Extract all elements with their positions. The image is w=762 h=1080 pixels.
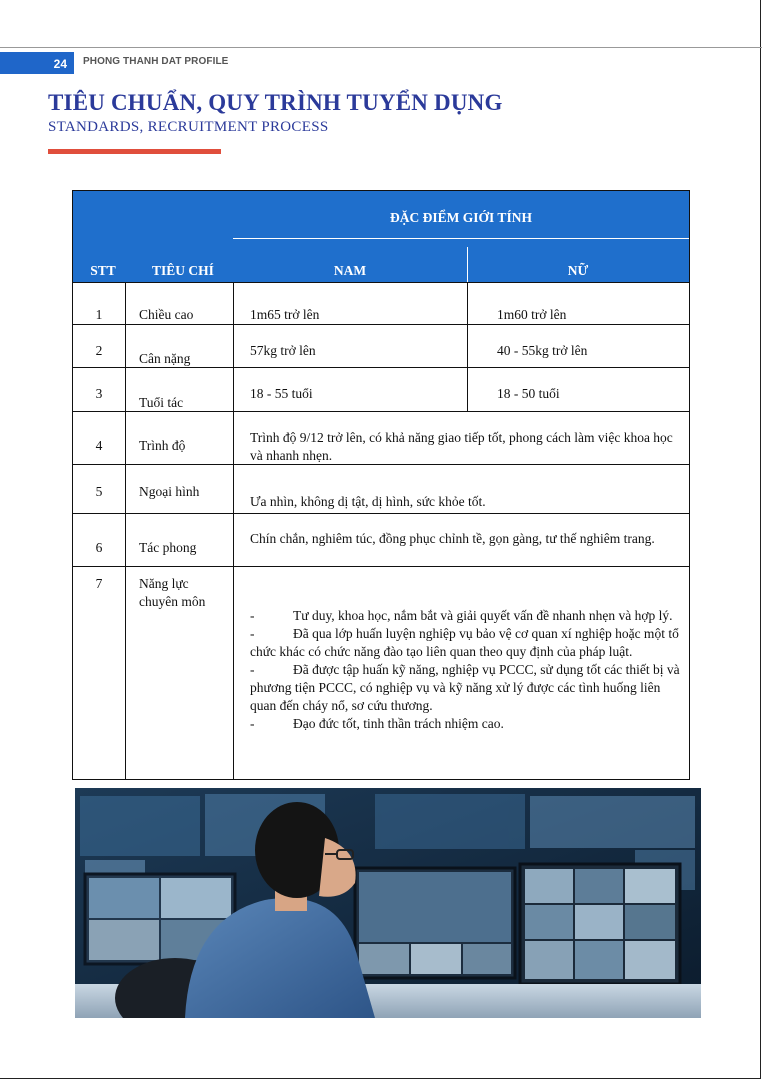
- stt-header: STT: [90, 263, 116, 278]
- criteria-cell: Cân nặng: [139, 351, 191, 366]
- column-rule: [467, 282, 468, 411]
- male-cell: 1m65 trở lên: [250, 307, 320, 322]
- header-divider: [233, 238, 689, 239]
- row-rule: [73, 282, 689, 283]
- bullet-item: [250, 625, 682, 661]
- bullet-rest: hoặc một tổ chức khác có chức năng đào tạo liên quan theo quy định của pháp luật.: [250, 626, 679, 659]
- female-header: NỮ: [567, 263, 589, 278]
- male-cell: 57kg trở lên: [250, 343, 316, 358]
- criteria-cell: Tác phong: [139, 540, 197, 555]
- header-rule: [0, 47, 762, 48]
- criteria-cell: Ngoại hình: [139, 484, 200, 499]
- female-cell: 18 - 50 tuổi: [497, 386, 560, 401]
- column-rule: [125, 282, 126, 779]
- bullet-dash: -: [250, 716, 255, 731]
- page-subtitle: STANDARDS, RECRUITMENT PROCESS: [48, 119, 329, 135]
- row-number: 4: [95, 438, 103, 453]
- female-cell: 40 - 55kg trở lên: [497, 343, 588, 358]
- bullet-item: [250, 661, 682, 715]
- bullet-rest: thiết bị và phương tiện PCCC, có nghiệp vụ và kỹ năng xử lý được các tình huống liên quan đến cháy nổ, sơ cứu thương.: [250, 662, 680, 713]
- bullet-rest: hợp lý.: [634, 608, 673, 623]
- criteria-cell: Trình độ: [139, 438, 186, 453]
- criteria-cell: Chiều cao: [139, 307, 194, 322]
- male-cell: 18 - 55 tuổi: [250, 386, 313, 401]
- row-rule: [73, 566, 689, 567]
- row-number: 1: [95, 307, 103, 322]
- competency-list: [250, 607, 682, 733]
- recruitment-standards-table: [72, 190, 690, 780]
- security-monitoring-operator-photo: [75, 788, 701, 1018]
- criteria-cell: Tuổi tác: [139, 395, 184, 410]
- title-underline: [48, 149, 221, 154]
- combined-cell: Trình độ 9/12 trở lên, có khả năng giao tiếp tốt, phong cách làm việc khoa học và nhanh nhẹn.: [250, 430, 673, 463]
- row-rule: [73, 324, 689, 325]
- combined-cell: Chín chắn, nghiêm túc, đồng phục chỉnh tề, gọn gàng, tư thế nghiêm trang.: [250, 531, 655, 546]
- bullet-dash: -: [250, 608, 255, 623]
- criteria-header: TIÊU CHÍ: [152, 263, 214, 278]
- column-rule: [233, 282, 234, 779]
- criteria-line: chuyên môn: [139, 594, 206, 609]
- bullet-lead: Đạo đức tốt, tinh thần trách nhiệm cao.: [293, 716, 504, 731]
- criteria-line: Năng lực: [139, 576, 189, 591]
- bullet-lead: Đã qua lớp huấn luyện nghiệp vụ bảo vệ cơ quan xí nghiệp: [293, 626, 612, 641]
- bullet-lead: Tư duy, khoa học, nắm bắt và giải quyết vấn đề nhanh nhẹn và: [293, 608, 632, 623]
- table-header: [73, 191, 689, 282]
- row-number: 7: [95, 576, 103, 591]
- female-cell: 1m60 trở lên: [497, 307, 567, 322]
- gender-group-header: ĐẶC ĐIỂM GIỚI TÍNH: [390, 210, 532, 225]
- bullet-dash: -: [250, 626, 255, 641]
- combined-cell: Ưa nhìn, không dị tật, dị hình, sức khỏe tốt.: [250, 494, 486, 509]
- row-rule: [73, 513, 689, 514]
- row-number: 5: [95, 484, 103, 499]
- row-number: 3: [95, 386, 103, 401]
- male-header: NAM: [333, 263, 367, 278]
- row-number: 6: [95, 540, 103, 555]
- row-number: 2: [95, 343, 103, 358]
- bullet-lead: Đã được tập huấn kỹ năng, nghiệp vụ PCCC, sử dụng tốt các: [293, 662, 623, 677]
- page-number: 24: [0, 52, 74, 74]
- running-title: PHONG THANH DAT PROFILE: [83, 56, 229, 67]
- criteria-cell: [139, 575, 205, 611]
- bullet-item: [250, 715, 682, 733]
- page-title: TIÊU CHUẨN, QUY TRÌNH TUYỂN DỤNG: [48, 90, 503, 115]
- bullet-item: [250, 607, 682, 625]
- bullet-dash: -: [250, 662, 255, 677]
